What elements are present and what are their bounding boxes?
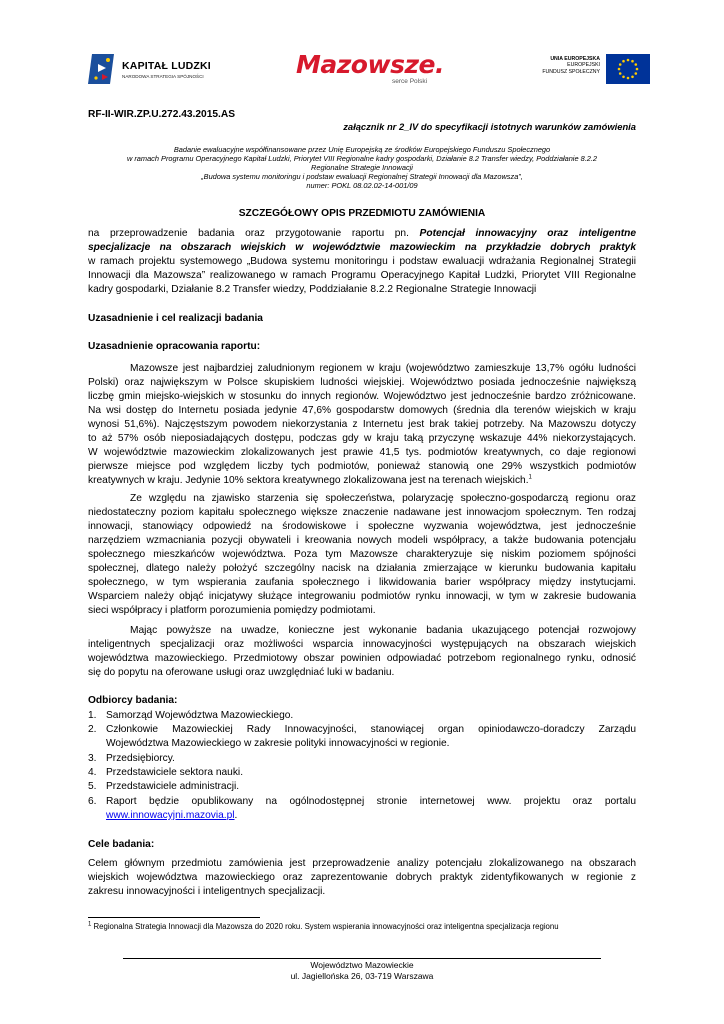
funding-line-3: Regionalne Strategie Innowacji — [311, 163, 413, 172]
list-number: 1. — [88, 710, 97, 721]
list-text: Przedstawiciele sektora nauki. — [106, 767, 244, 778]
document-title: SZCZEGÓŁOWY OPIS PRZEDMIOTU ZAMÓWIENIA — [238, 208, 486, 219]
intro-line-1 — [88, 227, 636, 241]
eu-line2: EUROPEJSKI — [567, 62, 600, 69]
kl-title: KAPITAŁ LUDZKI — [122, 60, 211, 72]
list-number: 4. — [88, 767, 97, 778]
kapital-ludzki-logo — [88, 48, 228, 92]
mazowsze-wordmark: Mazowsze. — [296, 50, 444, 79]
p1-line: Na wsi dostęp do Internetu posiada jedynie 47,6% gospodarstw domowych (średnia dla terenów wiejskich w kraju — [88, 405, 636, 416]
list-text: Członkowie Mazowieckiej Rady Innowacyjności, stanowiącej organ opiniodawczo-doradczy Zarządu — [106, 724, 636, 735]
p2-line: społecznej, dlatego należy położyć szczególny nacisk na działania zmierzające w kierunku budowania kapitału — [88, 563, 636, 574]
p1-line: liczbę gmin miejsko-wiejskich w stosunku do innych regionów. Województwo jest jednocześnie bardzo zróżnicowane. — [88, 391, 636, 402]
list-number: 6. — [88, 796, 97, 807]
mazowsze-tagline: serce Polski — [392, 78, 428, 85]
p1-line: Mazowsze jest najbardziej zaludnionym regionem w kraju (województwo zamieszkuje 13,7% ogółu ludności — [130, 363, 636, 374]
footnote-ref: 1 — [528, 474, 532, 481]
p1-line: to aż 57% osób nieposiadających dostępu, podczas gdy w kraju taką przyczynę wskazuje 44% niekorzystających. — [88, 433, 636, 444]
cele-line: wiejskich województwa mazowieckiego oraz zaprezentowanie dobrych praktyk zidentyfikowanych w regionie z — [88, 872, 636, 883]
p1-line: wynosi 51,6%). Najczęstszym powodem niekorzystania z Internetu jest brak takiej potrzeby. Na Mazowszu dotyczy — [88, 419, 636, 430]
list-number: 2. — [88, 724, 97, 735]
p1-line: pierwsze miejsce pod względem liczby tych podmiotów, ponieważ stanowią one 29% wszystkich podmiotów — [88, 461, 636, 472]
p3-line-last: się do popytu na oferowane usługi oraz uwzględniać luki w badaniu. — [88, 667, 395, 678]
cele-line-last: zakresu innowacyjności i inteligentnych specjalizacji. — [88, 886, 326, 897]
list-number: 3. — [88, 753, 97, 764]
eu-line1: UNIA EUROPEJSKA — [550, 56, 600, 62]
footer-line-2: ul. Jagiellońska 26, 03-719 Warszawa — [290, 971, 434, 981]
eu-text — [540, 56, 600, 75]
p2-line: narzędziem wzmacniania pozycji obywateli i kreowania nowych modeli współpracy, a także budowania potencjału — [88, 535, 636, 546]
p2-line: niedostateczny poziom kapitału społecznego większe znaczenie nadawane jest innowacjom społecznym. Ten rodzaj — [88, 507, 636, 518]
funding-line-5: numer: POKL 08.02.02-14-001/09 — [306, 181, 418, 190]
kl-subtitle: NARODOWA STRATEGIA SPÓJNOŚCI — [122, 74, 204, 79]
p3-line: inteligentnych specjalizacji oraz możliwości wsparcia innowacyjności występujących na obszarach wiejskich — [88, 639, 636, 650]
p2-line: innowacji, stanowiący odpowiedź na środowiskowe i społeczne wyzwania województwa, jest jednocześnie — [88, 521, 636, 532]
p2-line-last: sieci współpracy i platform porozumienia pomiędzy podmiotami. — [88, 605, 376, 616]
eu-flag-icon — [606, 54, 650, 84]
list-text: Samorząd Województwa Mazowieckiego. — [106, 710, 294, 721]
p2-line: społecznego, w tym wspierania zaufania społecznego i likwidowania barier współpracy między instytucjami. — [88, 577, 636, 588]
kapital-ludzki-emblem-icon — [88, 50, 118, 88]
list-number: 5. — [88, 781, 97, 792]
eu-logo — [540, 54, 652, 88]
funding-line-1: Badanie ewaluacyjne współfinansowane przez Unię Europejską ze środków Europejskiego Funduszu Społecznego — [173, 145, 551, 154]
list-text: Przedsiębiorcy. — [106, 753, 175, 764]
p2-line: Ze względu na zjawisko starzenia się społeczeństwa, polaryzację społeczno-gospodarczą regionu oraz — [130, 493, 636, 504]
p1-line-last — [88, 474, 532, 488]
attachment-label: załącznik nr 2_IV do specyfikacji istotnych warunków zamówienia — [343, 121, 636, 132]
p3-line: województwa mazowieckiego. Przedmiotowy obszar powinien odpowiadać potrzebom regionalnego rynku, odnosić — [88, 653, 636, 664]
footnote-divider — [88, 917, 260, 918]
footer-line-1: Województwo Mazowieckie — [310, 960, 414, 970]
eu-line3: FUNDUSZ SPOŁECZNY — [542, 68, 600, 75]
heading-uzasadnienie-cel: Uzasadnienie i cel realizacji badania — [88, 313, 263, 324]
heading-odbiorcy: Odbiorcy badania: — [88, 695, 178, 706]
p2-line: Wsparciem należy objąć inicjatywy służące integrowaniu podmiotów rynku innowacji, w tym w zakresie budowania — [88, 591, 636, 602]
mazowsze-logo — [296, 50, 446, 90]
cele-line: Celem głównym przedmiotu zamówienia jest przeprowadzenie analizy potencjału zlokalizowanego na obszarach — [88, 858, 636, 869]
footnote — [88, 922, 636, 932]
funding-line-4: „Budowa systemu monitoringu i podstaw ewaluacji Regionalnej Strategii Innowacji dla Mazowsza”, — [201, 172, 523, 181]
footnote-text: Regionalna Strategia Innowacji dla Mazowsza do 2020 roku. System wspierania innowacyjności oraz inteligentna specjalizacja regionu — [93, 922, 559, 931]
heading-cele: Cele badania: — [88, 839, 155, 850]
intro-line-5: kadry gospodarki, Działanie 8.2 Transfer wiedzy, Poddziałanie 8.2.2 Regionalne Strategie Innowacji — [88, 284, 537, 295]
list-text-cont: Województwa Mazowieckiego w zakresie polityki innowacyjności w regionie. — [106, 738, 450, 749]
list-text: Raport będzie opublikowany na ogólnodostępnej stronie internetowej www. projektu oraz portalu — [106, 796, 636, 807]
intro-line-1-text: na przeprowadzenie badania oraz przygotowanie raportu pn. — [88, 228, 420, 239]
portal-link[interactable]: www.innowacyjni.mazovia.pl — [106, 810, 235, 821]
intro-line-4: Innowacji dla Mazowsza” realizowanego w ramach Programu Operacyjnego Kapitał Ludzki, Priorytet VIII Regionalne — [88, 270, 636, 281]
p1-line: Polski) oraz największym w Polsce skupiskiem ludności wiejskiej. Województwo posiada jednocześnie największą — [88, 377, 636, 388]
intro-line-1-emphasis: Potencjał innowacyjny oraz inteligentne — [419, 228, 636, 239]
heading-uzasadnienie-raportu: Uzasadnienie opracowania raportu: — [88, 341, 261, 352]
p3-line: Mając powyższe na uwadze, konieczne jest wykonanie badania ukazującego potencjał rozwojowy — [130, 625, 636, 636]
footer-divider — [123, 958, 601, 959]
p1-line: W województwie mazowieckim zlokalizowanych jest prawie 41,5 tys. podmiotów kreatywnych, co daje regionowi — [88, 447, 636, 458]
intro-line-3: w ramach projektu systemowego „Budowa systemu monitoringu i podstaw ewaluacji wdrażania Regionalnej Strategii — [88, 256, 636, 267]
list-text: Przedstawiciele administracji. — [106, 781, 240, 792]
p2-line: społecznego mieszkańców województwa. Poza tym Mazowsze charakteryzuje się niskim poziomem spójności — [88, 549, 636, 560]
reference-number: RF-II-WIR.ZP.U.272.43.2015.AS — [88, 109, 236, 120]
list-text-period: . — [234, 810, 238, 821]
list-text-cont — [106, 809, 237, 823]
funding-line-2: w ramach Programu Operacyjnego Kapitał Ludzki, Priorytet VIII Regionalne kadry gospodarki, Działanie 8.2 Transfer wiedzy, Poddziałanie 8.2.2 — [126, 154, 598, 163]
p1-line-last-text: kreatywnych w kraju. Jedynie 10% sektora kreatywnego zlokalizowana jest na terenach wiejskich. — [88, 475, 529, 486]
footnote-number: 1 — [88, 921, 92, 928]
intro-line-2: specjalizacje na obszarach wiejskich w województwie mazowieckim na przykładzie dobrych praktyk — [88, 242, 636, 253]
header-logos — [0, 48, 724, 94]
